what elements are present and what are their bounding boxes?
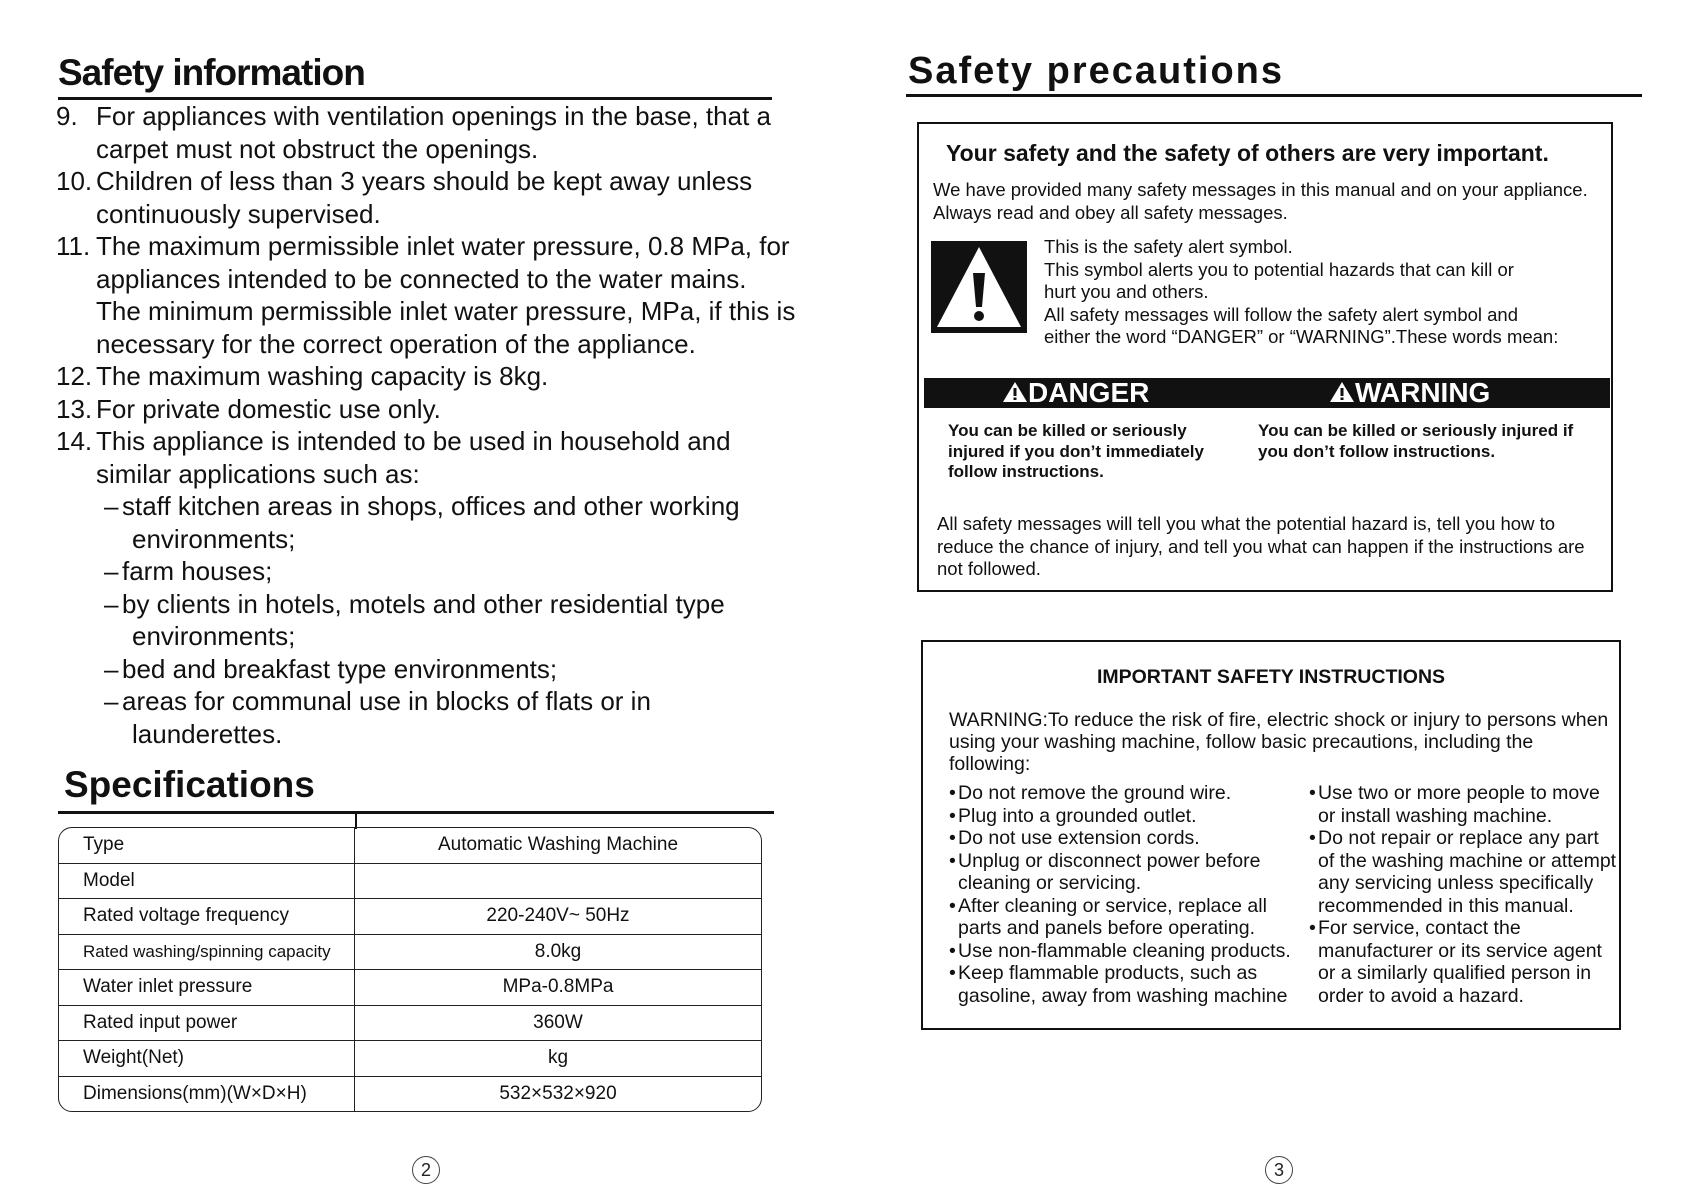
dash-marker: –	[104, 556, 119, 586]
danger-description: You can be killed or seriously injured if you don’t immediately follow instructions.	[948, 421, 1204, 481]
bullet: •	[949, 894, 956, 917]
warning-triangle-icon	[1002, 381, 1028, 403]
bullet: •	[1309, 827, 1316, 849]
dash-marker: –	[104, 588, 119, 619]
specifications-table	[58, 827, 762, 1112]
item-number: 13.	[56, 393, 93, 424]
item-text: For private domestic use only.	[96, 393, 441, 424]
safety-message-box	[917, 122, 1613, 592]
spec-label: Weight(Net)	[59, 1041, 355, 1076]
item-text: For appliances with ventilation openings in the base, that a carpet must not obstruct the openings.	[96, 101, 771, 164]
spec-value: Automatic Washing Machine	[437, 834, 679, 856]
spec-value: 360W	[533, 1011, 583, 1033]
table-row	[59, 864, 761, 900]
sub-item-text: staff kitchen areas in shops, offices and other working	[122, 491, 740, 521]
specifications-heading: Specifications	[64, 764, 315, 805]
instruction-text: Use non-flammable cleaning products.	[958, 939, 1291, 962]
instruction-text: Use two or more people to move or install washing machine.	[1318, 782, 1600, 827]
list-item	[949, 805, 1309, 828]
warning-paragraph: WARNING:To reduce the risk of fire, electric shock or injury to persons when using your washing machine, follow basic precautions, including the following:	[949, 709, 1609, 775]
item-text: The maximum permissible inlet water pressure, 0.8 MPa, for appliances intended to be connected to the water mains. The minimum permissible inlet water pressure, MPa, if this is necessary for the correct operation of the appliance.	[96, 231, 796, 359]
spec-label: Dimensions(mm)(W×D×H)	[59, 1077, 355, 1112]
bullet: •	[949, 962, 956, 984]
bullet: •	[949, 849, 956, 872]
warning-description: You can be killed or seriously injured if you don’t follow instructions.	[1258, 421, 1574, 461]
sub-item-continuation: launderettes.	[132, 718, 283, 749]
danger-label	[1002, 377, 1149, 409]
sub-item	[104, 685, 796, 750]
list-item	[949, 940, 1309, 963]
item-text: The maximum washing capacity is 8kg.	[96, 361, 549, 391]
instruction-text: For service, contact the manufacturer or its service agent or a similarly qualified person in order to avoid a hazard.	[1318, 917, 1602, 1007]
item-number: 9.	[56, 101, 78, 131]
bullet: •	[949, 804, 956, 827]
list-item	[949, 782, 1309, 805]
list-item	[56, 165, 796, 230]
table-row	[59, 828, 761, 864]
alert-line: hurt you and others.	[1044, 281, 1209, 302]
instruction-text: Keep flammable products, such as gasoline, away from washing machine	[958, 962, 1288, 1007]
safety-information-list	[56, 100, 796, 750]
dash-marker: –	[104, 491, 119, 521]
bullet: •	[949, 827, 956, 849]
item-number: 14.	[56, 426, 93, 456]
spec-value: kg	[547, 1047, 569, 1069]
alert-line: This symbol alerts you to potential hazards that can kill or	[1044, 258, 1514, 280]
important-safety-instructions-box	[921, 640, 1621, 1030]
box-title: IMPORTANT SAFETY INSTRUCTIONS	[1096, 666, 1446, 688]
warning-triangle-icon	[1329, 381, 1355, 403]
safety-precautions-heading: Safety precautions	[908, 50, 1284, 92]
list-item	[1309, 917, 1617, 1007]
spec-label: Type	[59, 828, 355, 863]
heading-rule	[906, 94, 1642, 97]
spec-label: Model	[59, 864, 355, 899]
page-number: 3	[1265, 1156, 1293, 1184]
list-item	[949, 895, 1309, 940]
instruction-text: Do not use extension cords.	[958, 827, 1200, 849]
instructions-left-column	[949, 782, 1309, 1007]
spec-value: 220-240V~ 50Hz	[486, 905, 630, 927]
sub-item	[104, 555, 796, 588]
item-text: Children of less than 3 years should be kept away unless continuously supervised.	[96, 166, 753, 229]
safety-alert-icon	[931, 241, 1027, 333]
instruction-text: Plug into a grounded outlet.	[958, 804, 1197, 827]
list-item	[949, 827, 1309, 850]
spec-value: MPa-0.8MPa	[502, 976, 614, 998]
instruction-text: After cleaning or service, replace all parts and panels before operating.	[958, 894, 1267, 939]
list-item	[949, 850, 1309, 895]
sub-item-continuation: environments;	[132, 621, 296, 651]
list-item	[56, 360, 796, 393]
list-item	[1309, 827, 1617, 917]
signal-word-bar	[924, 378, 1610, 408]
sub-item-text: farm houses;	[122, 556, 273, 586]
box-intro: We have provided many safety messages in this manual and on your appliance. Always read and obey all safety messages.	[933, 179, 1588, 223]
alert-line: either the word “DANGER” or “WARNING”.These words mean:	[1044, 326, 1559, 347]
spec-value: 8.0kg	[534, 940, 582, 962]
warning-label	[1329, 377, 1490, 409]
table-row	[59, 935, 761, 971]
item-text: This appliance is intended to be used in household and similar applications such as:	[96, 426, 731, 489]
bullet: •	[949, 782, 956, 804]
sub-item	[104, 588, 796, 653]
list-item	[949, 962, 1309, 1007]
spec-label: Rated washing/spinning capacity	[59, 935, 355, 970]
sub-item-text: areas for communal use in blocks of flats or in	[122, 686, 651, 716]
spec-label: Water inlet pressure	[59, 970, 355, 1005]
sub-item-text: by clients in hotels, motels and other residential type	[122, 588, 725, 619]
alert-line: All safety messages will follow the safety alert symbol and	[1044, 303, 1519, 325]
spec-label: Rated voltage frequency	[59, 899, 355, 934]
bullet: •	[1309, 782, 1316, 804]
instructions-right-column	[1309, 782, 1617, 1007]
list-item	[1309, 782, 1617, 827]
sub-item-text: bed and breakfast type environments;	[122, 653, 558, 684]
spec-value: 532×532×920	[499, 1082, 617, 1104]
table-row	[59, 970, 761, 1006]
item-number: 11.	[56, 231, 91, 261]
list-item	[56, 230, 796, 360]
item-number: 12.	[56, 361, 93, 391]
safety-information-heading: Safety information	[58, 52, 365, 93]
instruction-text: Unplug or disconnect power before cleaning or servicing.	[958, 849, 1261, 894]
sub-item	[104, 653, 796, 686]
list-item	[56, 100, 796, 165]
list-item	[56, 425, 796, 490]
box-closing: All safety messages will tell you what the potential hazard is, tell you how to reduce the chance of injury, and tell you what can happen if the instructions are not followed.	[937, 513, 1585, 579]
alert-line: This is the safety alert symbol.	[1044, 236, 1293, 257]
table-row	[59, 1006, 761, 1042]
sub-item	[104, 490, 796, 555]
sub-item-continuation: environments;	[132, 523, 296, 554]
page-number: 2	[412, 1156, 440, 1184]
instruction-text: Do not remove the ground wire.	[958, 782, 1232, 804]
heading-rule	[58, 811, 774, 814]
danger-word: DANGER	[1028, 377, 1150, 408]
bullet: •	[1309, 917, 1316, 939]
spec-label: Rated input power	[59, 1006, 355, 1041]
dash-marker: –	[104, 686, 119, 716]
warning-word: WARNING	[1355, 377, 1491, 408]
table-row	[59, 899, 761, 935]
table-row	[59, 1041, 761, 1077]
table-row	[59, 1077, 761, 1112]
item-number: 10.	[56, 166, 93, 196]
box-title: Your safety and the safety of others are very important.	[946, 140, 1549, 166]
bullet: •	[949, 939, 956, 962]
instruction-text: Do not repair or replace any part of the washing machine or attempt any servicing unless specifically recommended in this manual.	[1318, 827, 1617, 917]
list-item	[56, 393, 796, 426]
alert-symbol-explanation	[1044, 236, 1614, 349]
dash-marker: –	[104, 653, 119, 684]
